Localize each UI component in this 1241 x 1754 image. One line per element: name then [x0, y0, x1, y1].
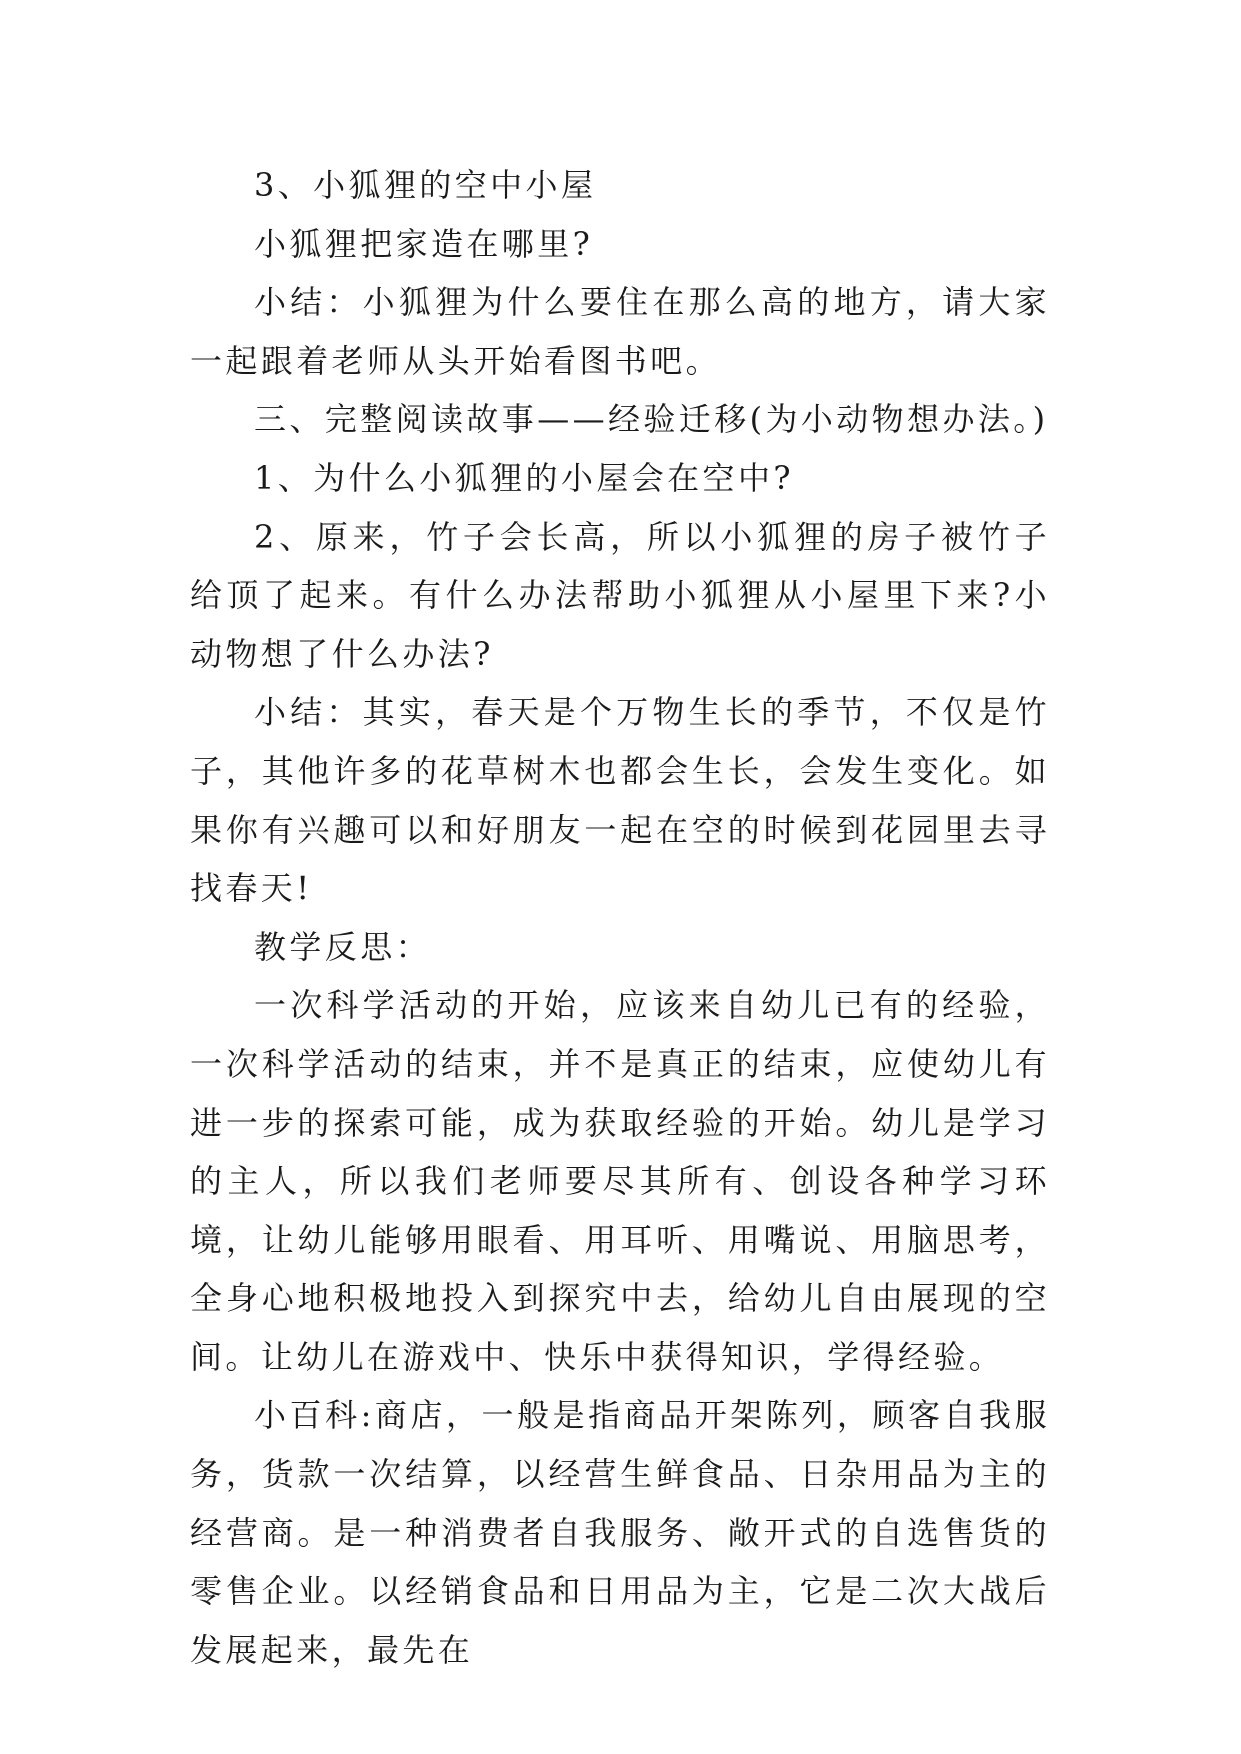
- section-heading-full-reading: 三、完整阅读故事——经验迁移(为小动物想办法。): [254, 400, 1049, 439]
- summary-paragraph: 小结：其实，春天是个万物生长的季节，不仅是竹子，其他许多的花草树木也都会生长，会发生变化。如果你有兴趣可以和好朋友一起在空的时候到花园里去寻找春天!: [190, 693, 1050, 908]
- summary-paragraph: 小结：小狐狸为什么要住在那么高的地方，请大家一起跟着老师从头开始看图书吧。: [190, 283, 1050, 380]
- document-body: [190, 156, 1050, 1679]
- question-paragraph: 小狐狸把家造在哪里?: [254, 224, 594, 263]
- question-paragraph: 1、为什么小狐狸的小屋会在空中?: [254, 458, 794, 497]
- section-heading-fox-house: 3、小狐狸的空中小屋: [254, 166, 597, 204]
- encyclopedia-paragraph: 小百科:商店，一般是指商品开架陈列，顾客自我服务，货款一次结算，以经营生鲜食品、日杂用品为主的经营商。是一种消费者自我服务、敞开式的自选售货的零售企业。以经销食品和日用品为主，它是二次大战后发展起来，最先在: [190, 1396, 1050, 1669]
- body-paragraph: 2、原来，竹子会长高，所以小狐狸的房子被竹子给顶了起来。有什么办法帮助小狐狸从小屋里下来?小动物想了什么办法?: [190, 517, 1050, 673]
- reflection-paragraph: 一次科学活动的开始，应该来自幼儿已有的经验，一次科学活动的结束，并不是真正的结束，应使幼儿有进一步的探索可能，成为获取经验的开始。幼儿是学习的主人，所以我们老师要尽其所有、创设各种学习环境，让幼儿能够用眼看、用耳听、用嘴说、用脑思考，全身心地积极地投入到探究中去，给幼儿自由展现的空间。让幼儿在游戏中、快乐中获得知识，学得经验。: [190, 986, 1050, 1376]
- reflection-heading: 教学反思：: [254, 927, 432, 966]
